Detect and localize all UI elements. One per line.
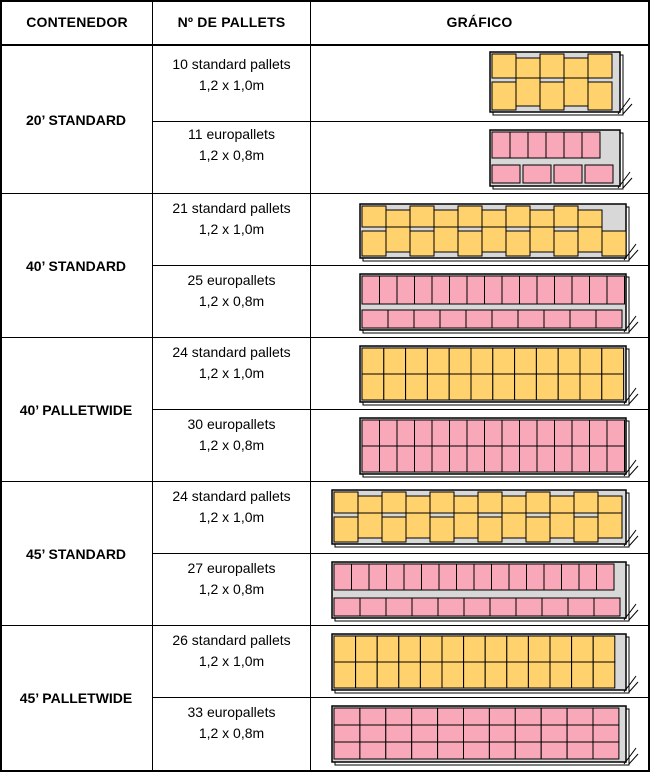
europallet [380, 420, 398, 446]
europallet [597, 564, 615, 590]
standard-pallet [564, 78, 588, 106]
standard-pallet [430, 492, 454, 513]
europallet [386, 742, 412, 759]
europallet [542, 598, 568, 616]
europallet [414, 310, 440, 328]
pallet-count: 10 standard pallets [172, 56, 291, 72]
europallet [432, 420, 450, 446]
europallet [450, 276, 468, 304]
europallet [489, 742, 515, 759]
standard-pallet [492, 54, 516, 78]
europallet [415, 420, 433, 446]
standard-pallet [506, 206, 530, 227]
europallet [466, 310, 492, 328]
standard-pallet [574, 517, 598, 542]
europallet [380, 446, 398, 472]
europallet [593, 742, 619, 759]
europallet [572, 276, 590, 304]
standard-pallet [598, 513, 622, 538]
europallet [607, 446, 625, 472]
pallet-size: 1,2 x 1,0m [198, 77, 265, 93]
europallet [485, 420, 503, 446]
pallet-count: 21 standard pallets [172, 200, 291, 216]
europallet [516, 598, 542, 616]
europallet [360, 725, 386, 742]
standard-pallet [478, 517, 502, 542]
europallet [527, 564, 545, 590]
europallet [360, 742, 386, 759]
standard-pallet [493, 348, 515, 374]
standard-pallet [515, 374, 537, 400]
standard-pallet [406, 348, 428, 374]
europallet [502, 276, 520, 304]
europallet [362, 446, 380, 472]
standard-pallet [526, 517, 550, 542]
standard-pallet [493, 374, 515, 400]
pallet-count: 27 europallets [187, 560, 276, 576]
pallet-size: 1,2 x 0,8m [198, 147, 265, 163]
standard-pallet [458, 206, 482, 227]
pallet-size: 1,2 x 0,8m [198, 581, 265, 597]
standard-pallet [506, 231, 530, 256]
europallet [464, 742, 490, 759]
europallet [546, 132, 564, 158]
europallet [334, 598, 360, 616]
europallet [572, 420, 590, 446]
standard-pallet [536, 374, 558, 400]
europallet [485, 276, 503, 304]
standard-pallet [399, 636, 421, 662]
header-grafico: GRÁFICO [446, 14, 513, 30]
europallet [386, 725, 412, 742]
europallet [492, 165, 520, 183]
europallet [386, 598, 412, 616]
europallet [386, 708, 412, 725]
container-label-20-standard: 20’ STANDARD [25, 111, 127, 128]
standard-pallet [602, 231, 626, 256]
standard-pallet [558, 348, 580, 374]
standard-pallet [442, 662, 464, 688]
europallet [352, 564, 370, 590]
europallet [520, 276, 538, 304]
standard-pallet [528, 636, 550, 662]
standard-pallet [356, 636, 378, 662]
europallet [593, 725, 619, 742]
europallet [489, 708, 515, 725]
europallet [567, 742, 593, 759]
standard-pallet [458, 231, 482, 256]
standard-pallet [362, 374, 384, 400]
europallet [544, 564, 562, 590]
standard-pallet [507, 636, 529, 662]
europallet [397, 276, 415, 304]
europallet [334, 725, 360, 742]
standard-pallet [530, 227, 554, 252]
container-label-40-standard: 40’ STANDARD [25, 257, 127, 274]
europallet [585, 165, 613, 183]
europallet [438, 725, 464, 742]
standard-pallet [580, 374, 602, 400]
europallet [464, 598, 490, 616]
pallet-size: 1,2 x 1,0m [198, 509, 265, 525]
europallet [397, 446, 415, 472]
europallet [412, 742, 438, 759]
pallet-size: 1,2 x 1,0m [198, 365, 265, 381]
standard-pallet [558, 374, 580, 400]
standard-pallet [406, 374, 428, 400]
europallet [362, 276, 380, 304]
standard-pallet [449, 374, 471, 400]
europallet [596, 310, 622, 328]
pallet-size: 1,2 x 1,0m [198, 653, 265, 669]
europallet [590, 420, 608, 446]
standard-pallet [471, 374, 493, 400]
europallet [520, 446, 538, 472]
europallet [422, 564, 440, 590]
standard-pallet [427, 374, 449, 400]
pallet-size: 1,2 x 0,8m [198, 293, 265, 309]
standard-pallet [464, 636, 486, 662]
europallet [404, 564, 422, 590]
standard-pallet [578, 227, 602, 252]
standard-pallet [516, 78, 540, 106]
europallet [457, 564, 475, 590]
standard-pallet [471, 348, 493, 374]
container-label-45-standard: 45’ STANDARD [25, 545, 127, 562]
standard-pallet [434, 227, 458, 252]
container-label-45-palletwide: 45’ PALLETWIDE [19, 690, 133, 706]
europallet [541, 708, 567, 725]
standard-pallet [362, 206, 386, 227]
europallet [537, 420, 555, 446]
europallet [450, 420, 468, 446]
standard-pallet [420, 662, 442, 688]
standard-pallet [382, 517, 406, 542]
standard-pallet [334, 662, 356, 688]
europallet [537, 446, 555, 472]
europallet [464, 708, 490, 725]
europallet [567, 725, 593, 742]
europallet [474, 564, 492, 590]
europallet [554, 165, 582, 183]
europallet [489, 725, 515, 742]
europallet [360, 708, 386, 725]
europallet [515, 708, 541, 725]
standard-pallet [362, 231, 386, 256]
europallet [467, 420, 485, 446]
standard-pallet [593, 636, 615, 662]
standard-pallet [588, 82, 612, 110]
header-contenedor: CONTENEDOR [26, 14, 128, 30]
standard-pallet [602, 374, 624, 400]
europallet [555, 420, 573, 446]
europallet [397, 420, 415, 446]
standard-pallet [334, 492, 358, 513]
standard-pallet [384, 348, 406, 374]
pallet-count: 26 standard pallets [172, 632, 291, 648]
europallet [593, 708, 619, 725]
europallet [412, 708, 438, 725]
europallet [570, 310, 596, 328]
container-label-40-palletwide: 40’ PALLETWIDE [19, 401, 133, 418]
europallet [537, 276, 555, 304]
europallet [415, 276, 433, 304]
europallet [520, 420, 538, 446]
europallet [502, 420, 520, 446]
standard-pallet [420, 636, 442, 662]
standard-pallet [485, 636, 507, 662]
standard-pallet [377, 636, 399, 662]
europallet [415, 446, 433, 472]
europallet [523, 165, 551, 183]
standard-pallet [550, 636, 572, 662]
europallet [438, 708, 464, 725]
standard-pallet [410, 231, 434, 256]
europallet [432, 276, 450, 304]
europallet [412, 725, 438, 742]
standard-pallet [358, 513, 382, 538]
standard-pallet [550, 662, 572, 688]
standard-pallet [540, 54, 564, 78]
standard-pallet [478, 492, 502, 513]
standard-pallet [377, 662, 399, 688]
europallet [492, 132, 510, 158]
standard-pallet [515, 348, 537, 374]
europallet [544, 310, 570, 328]
europallet [412, 598, 438, 616]
europallet [432, 446, 450, 472]
europallet [334, 708, 360, 725]
standard-pallet [386, 227, 410, 252]
pallet-count: 24 standard pallets [172, 488, 291, 504]
europallet [572, 446, 590, 472]
europallet [450, 446, 468, 472]
europallet [594, 598, 620, 616]
standard-pallet [540, 82, 564, 110]
europallet [579, 564, 597, 590]
standard-pallet [580, 348, 602, 374]
standard-pallet [550, 513, 574, 538]
europallet [388, 310, 414, 328]
pallet-size: 1,2 x 0,8m [198, 437, 265, 453]
europallet [555, 446, 573, 472]
europallet [564, 132, 582, 158]
pallet-size: 1,2 x 1,0m [198, 221, 265, 237]
europallet [467, 276, 485, 304]
standard-pallet [334, 636, 356, 662]
europallet [380, 276, 398, 304]
europallet [464, 725, 490, 742]
europallet [334, 564, 352, 590]
standard-pallet [572, 662, 594, 688]
europallet [387, 564, 405, 590]
standard-pallet [502, 513, 526, 538]
standard-pallet [442, 636, 464, 662]
standard-pallet [507, 662, 529, 688]
europallet [362, 310, 388, 328]
europallet [369, 564, 387, 590]
pallet-count: 33 europallets [187, 704, 276, 720]
europallet [439, 564, 457, 590]
standard-pallet [430, 517, 454, 542]
europallet [562, 564, 580, 590]
europallet [360, 598, 386, 616]
standard-pallet [362, 348, 384, 374]
pallet-count: 11 europallets [188, 126, 275, 142]
europallet [515, 725, 541, 742]
standard-pallet [554, 206, 578, 227]
europallet [518, 310, 544, 328]
standard-pallet [410, 206, 434, 227]
standard-pallet [356, 662, 378, 688]
europallet [492, 310, 518, 328]
europallet [502, 446, 520, 472]
standard-pallet [382, 492, 406, 513]
europallet [515, 742, 541, 759]
pallet-count: 25 europallets [187, 272, 276, 288]
europallet [607, 276, 625, 304]
standard-pallet [526, 492, 550, 513]
europallet [582, 132, 600, 158]
standard-pallet [482, 227, 506, 252]
europallet [510, 132, 528, 158]
header-num-pallets: Nº DE PALLETS [177, 14, 286, 30]
europallet [528, 132, 546, 158]
standard-pallet [384, 374, 406, 400]
europallet [440, 310, 466, 328]
europallet [490, 598, 516, 616]
standard-pallet [399, 662, 421, 688]
standard-pallet [449, 348, 471, 374]
europallet [509, 564, 527, 590]
europallet [590, 276, 608, 304]
standard-pallet [593, 662, 615, 688]
europallet [567, 708, 593, 725]
standard-pallet [454, 513, 478, 538]
standard-pallet [536, 348, 558, 374]
europallet [541, 742, 567, 759]
standard-pallet [427, 348, 449, 374]
europallet [438, 598, 464, 616]
europallet [607, 420, 625, 446]
europallet [590, 446, 608, 472]
standard-pallet [485, 662, 507, 688]
europallet [568, 598, 594, 616]
europallet [541, 725, 567, 742]
standard-pallet [588, 54, 612, 78]
europallet [555, 276, 573, 304]
europallet [485, 446, 503, 472]
standard-pallet [574, 492, 598, 513]
standard-pallet [602, 348, 624, 374]
europallet [334, 742, 360, 759]
pallet-count: 24 standard pallets [172, 344, 291, 360]
standard-pallet [406, 513, 430, 538]
standard-pallet [464, 662, 486, 688]
europallet [467, 446, 485, 472]
standard-pallet [334, 517, 358, 542]
pallet-size: 1,2 x 0,8m [198, 725, 265, 741]
standard-pallet [492, 82, 516, 110]
europallet [438, 742, 464, 759]
europallet [362, 420, 380, 446]
standard-pallet [572, 636, 594, 662]
standard-pallet [528, 662, 550, 688]
pallet-count: 30 europallets [187, 416, 276, 432]
standard-pallet [554, 231, 578, 256]
europallet [492, 564, 510, 590]
